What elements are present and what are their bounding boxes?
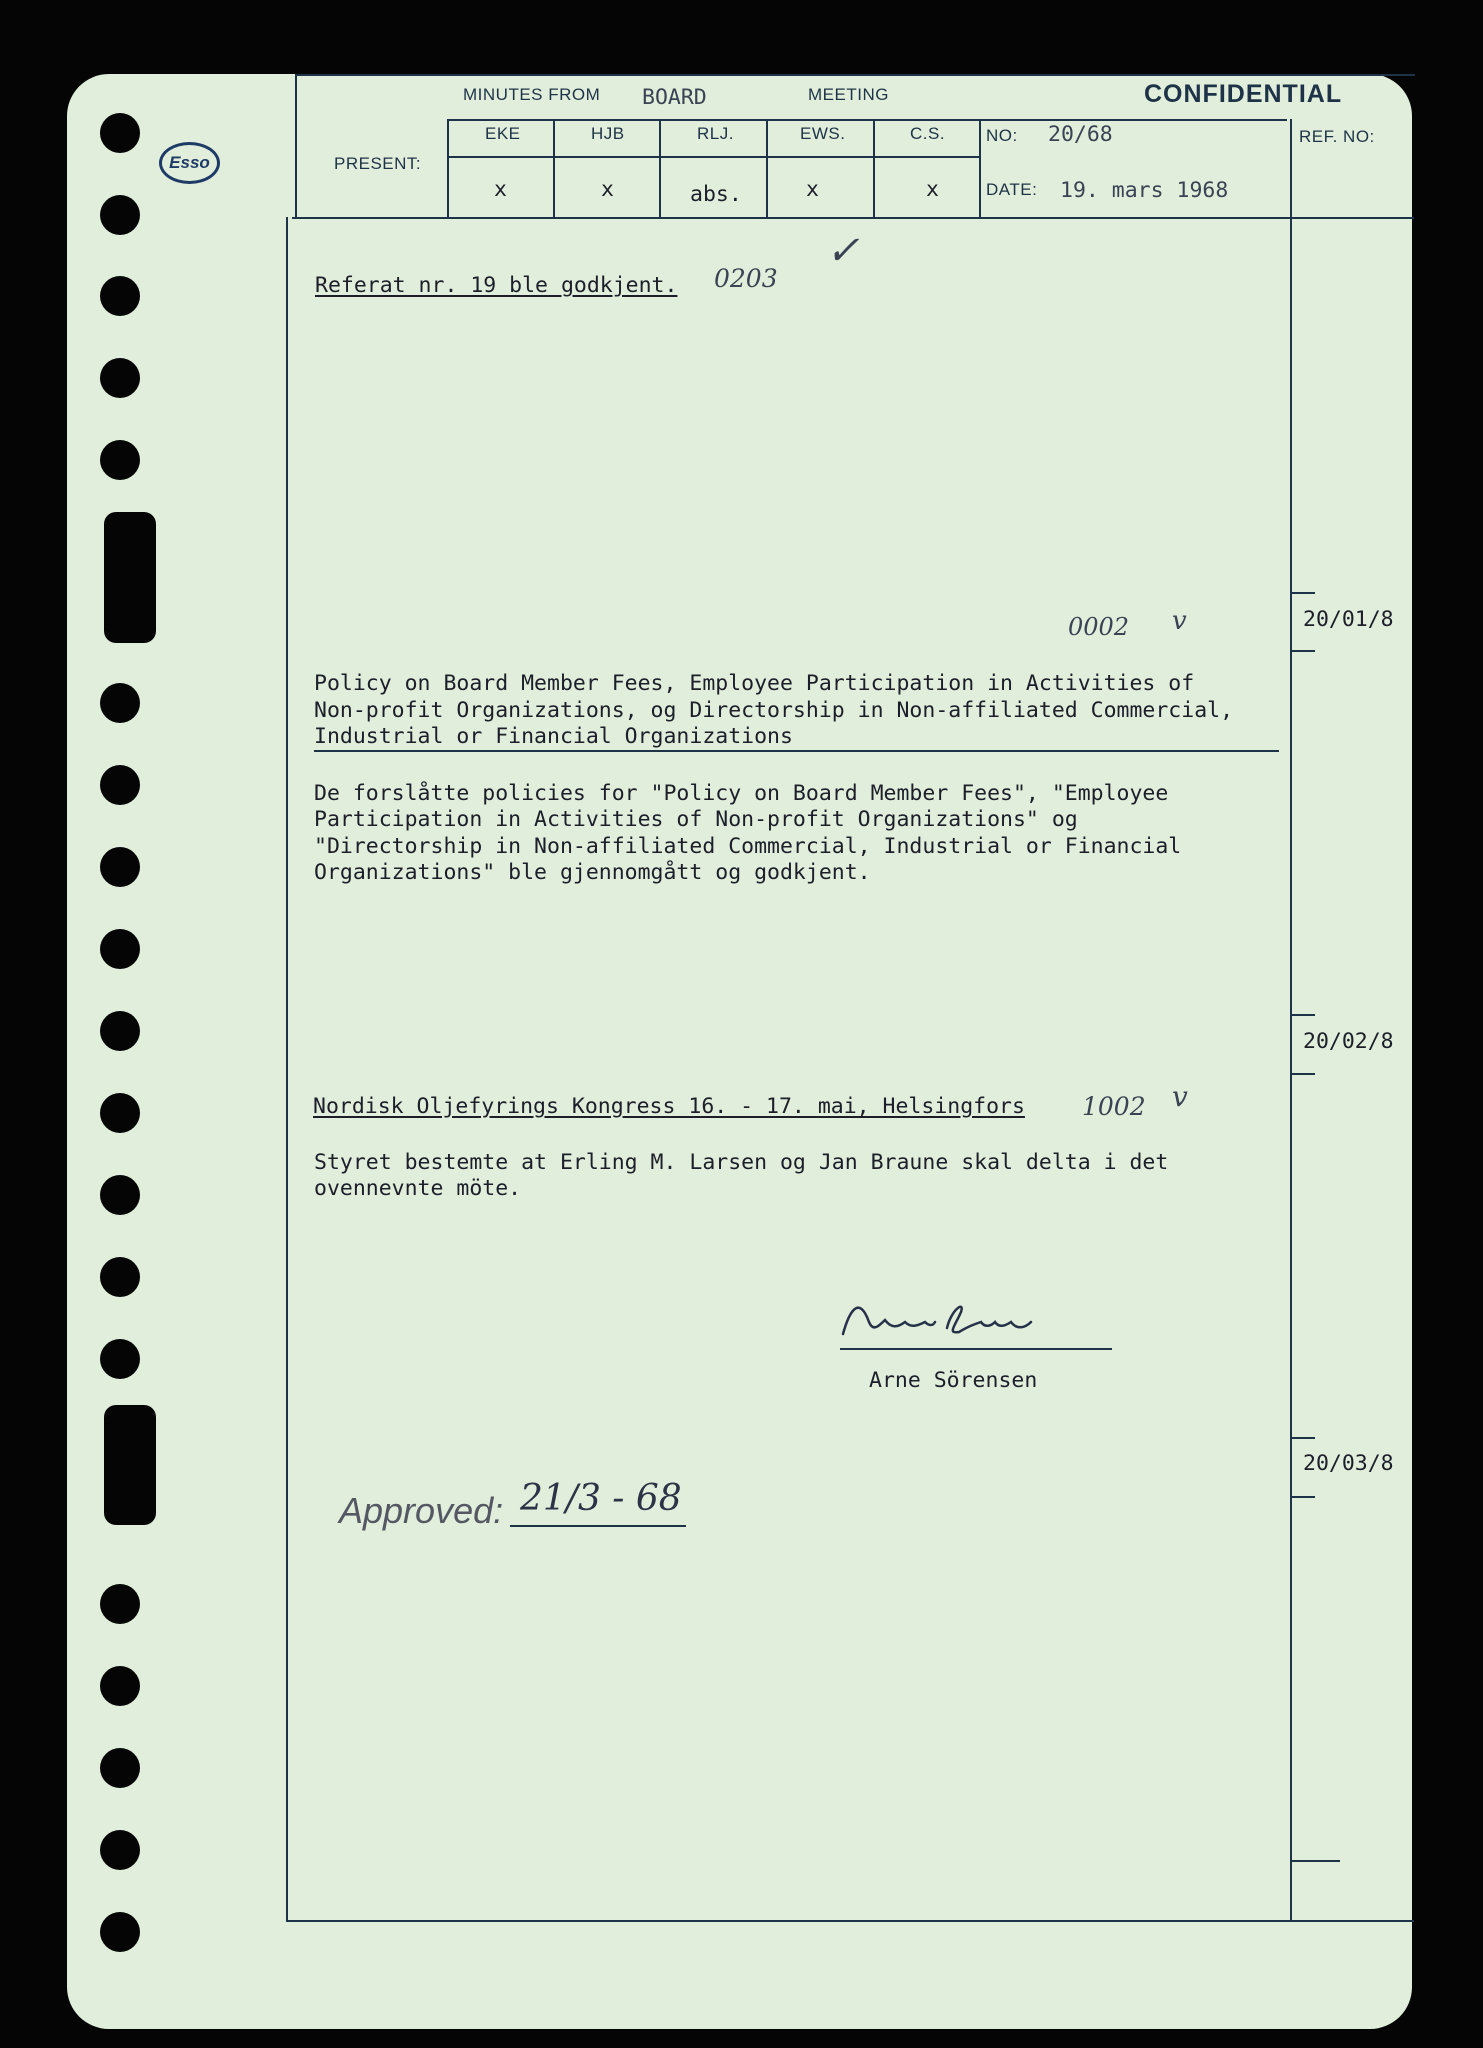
attendance-mark: x [494,177,507,202]
minutes-from-value: BOARD [642,85,707,110]
check-mark: v [1172,1080,1188,1113]
ref-column-rule [1290,217,1292,1922]
item-heading: Referat nr. 19 ble godkjent. [315,273,678,298]
item-body-line: Styret bestemte at Erling M. Larsen og Jan Braune skal delta i det [314,1150,1169,1175]
item-body-line: ovennevnte möte. [314,1176,522,1201]
binder-hole [100,113,140,153]
binder-hole [100,1339,140,1379]
attendee-initials: EKE [485,124,521,143]
signatory-name: Arne Sörensen [869,1368,1038,1393]
binder-hole [100,1584,140,1624]
header-col-rule [1290,119,1292,217]
no-label: NO: [986,126,1018,145]
item-heading-line: Industrial or Financial Organizations [314,724,793,749]
heading-underline [314,750,1279,752]
signature-line [840,1348,1112,1350]
header-inner-rule [447,156,980,158]
approved-label: Approved: [339,1490,504,1531]
header-col-rule [979,119,981,217]
ref-tick [1290,1437,1315,1439]
header-col-rule [659,119,661,217]
binder-hole [100,1011,140,1051]
header-col-rule [766,119,768,217]
ref-tick [1290,1860,1340,1862]
handwritten-code: 0203 [714,264,778,293]
header-top-rule [295,74,1415,76]
binder-hole [100,276,140,316]
binder-hole [100,1666,140,1706]
item-heading: Nordisk Oljefyrings Kongress 16. - 17. mai, Helsingfors [313,1094,1025,1119]
ref-tick [1290,1496,1315,1498]
minutes-number: 20/68 [1048,122,1113,147]
binder-hole [100,847,140,887]
binder-hole [100,683,140,723]
ref-tick [1290,1014,1315,1016]
date-label: DATE: [986,180,1038,199]
handwritten-signature [835,1282,1065,1352]
header-col-rule [447,119,449,217]
header-left-rule [295,74,297,219]
ref-tick [1290,650,1315,652]
binder-hole [100,195,140,235]
binder-hole [100,1830,140,1870]
binder-hole [100,929,140,969]
binder-slot [104,1405,156,1525]
binder-slot [104,583,156,643]
header-col-rule [553,119,555,217]
ref-number: 20/03/8 [1303,1451,1394,1476]
esso-logo: Esso [159,142,220,184]
ref-tick [1290,1073,1315,1075]
minutes-sheet [67,74,1412,2029]
header-col-rule [873,119,875,217]
binder-hole [100,1912,140,1952]
attendee-initials: HJB [591,124,625,143]
meeting-date: 19. mars 1968 [1060,178,1229,203]
approval-date: 21/3 - 68 [520,1478,682,1519]
ref-number: 20/01/8 [1303,607,1394,632]
binder-hole [100,358,140,398]
check-mark: ✓ [826,228,860,274]
handwritten-code: 0002 [1068,613,1130,641]
header-row-rule [447,119,1287,121]
check-mark: v [1172,606,1187,636]
binder-hole [100,1257,140,1297]
item-heading-line: Policy on Board Member Fees, Employee Participation in Activities of [314,671,1195,696]
item-heading-line: Non-profit Organizations, og Directorship in Non-affiliated Commercial, [314,698,1234,723]
present-label: PRESENT: [334,154,422,173]
body-left-rule [286,217,288,1922]
binder-hole [100,1748,140,1788]
binder-hole [100,1093,140,1133]
item-body-line: "Directorship in Non-affiliated Commercial, Industrial or Financial [314,834,1182,859]
ref-no-label: REF. NO: [1299,127,1375,146]
binder-hole [100,765,140,805]
attendance-mark: x [601,177,614,202]
attendance-mark: x [806,177,819,202]
binder-hole [100,440,140,480]
confidential-label: CONFIDENTIAL [1144,80,1343,108]
handwritten-code: 1002 [1082,1092,1146,1121]
minutes-from-label: MINUTES FROM [463,85,601,104]
ref-tick [1290,592,1315,594]
body-bottom-rule [286,1920,1414,1922]
item-body-line: De forslåtte policies for "Policy on Board Member Fees", "Employee [314,781,1169,806]
attendee-initials: C.S. [910,124,946,143]
approval-underline [510,1525,686,1527]
attendance-mark: x [926,177,939,202]
item-body-line: Organizations" ble gjennomgått og godkjent. [314,860,871,885]
binder-hole [100,1175,140,1215]
ref-number: 20/02/8 [1303,1029,1394,1054]
item-body-line: Participation in Activities of Non-profit Organizations" og [314,807,1078,832]
attendee-initials: EWS. [800,124,846,143]
attendee-initials: RLJ. [697,124,734,143]
meeting-label: MEETING [808,85,889,104]
header-bottom-rule [292,217,1414,219]
attendance-mark: abs. [690,182,742,207]
